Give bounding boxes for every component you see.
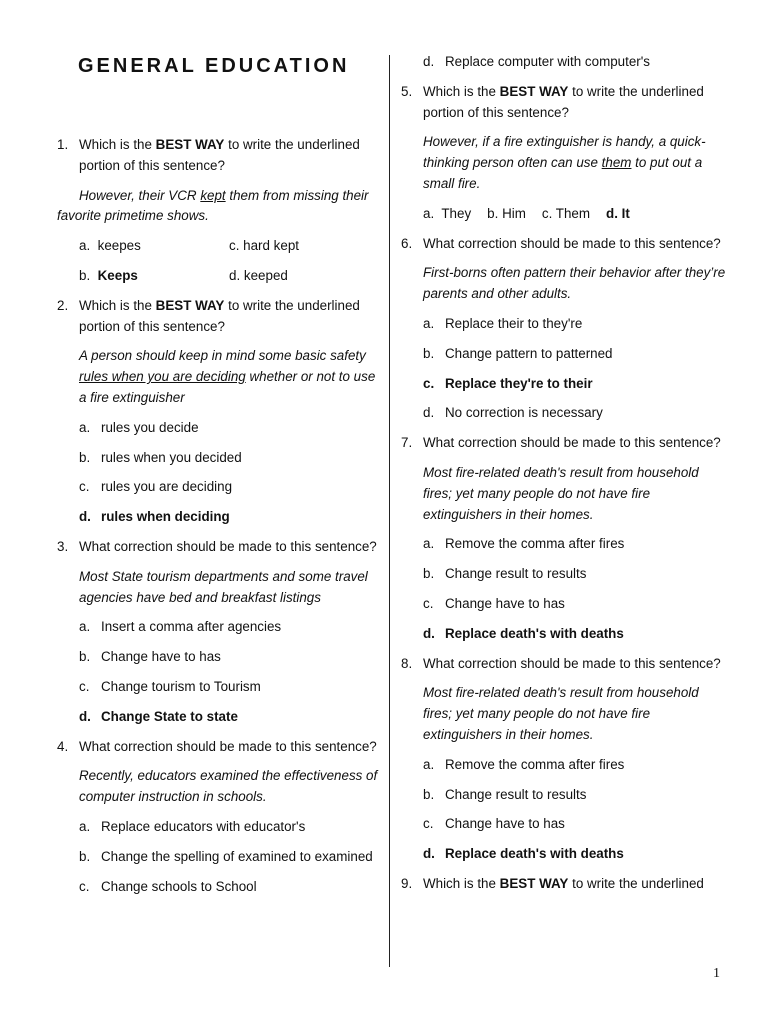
option-a: a. Replace educators with educator's	[79, 818, 306, 834]
option-a: a. Replace their to they're	[423, 315, 583, 331]
question-prompt: Which is the BEST WAY to write the underlined portion of this sentence?	[79, 297, 360, 334]
option-d: d. Change State to state	[79, 708, 238, 724]
option-b: b. Change have to has	[79, 649, 221, 665]
option-d: d. Replace computer with computer's	[423, 54, 650, 69]
question-prompt: What correction should be made to this sentence?	[79, 538, 377, 554]
option-b: b. Change pattern to patterned	[423, 345, 613, 361]
option-a: a. keepes	[79, 238, 141, 254]
option-c: c. rules you are deciding	[79, 479, 233, 495]
question-prompt: What correction should be made to this sentence?	[79, 738, 377, 754]
question-5	[401, 82, 729, 124]
option-a: a. They	[423, 205, 472, 221]
option-row	[401, 204, 729, 225]
option-d: d. keeped	[229, 267, 288, 283]
question-number: 6.	[401, 235, 413, 251]
option-b: b. Change result to results	[423, 786, 587, 802]
page-title: GENERAL EDUCATION	[78, 55, 350, 77]
question-sentence: However, their VCR kept them from missing their favorite primetime shows.	[57, 187, 369, 224]
question-1	[57, 135, 379, 177]
question-sentence: Most fire-related death's result from household fires; yet many people do not have fire extinguishers in their homes.	[423, 464, 699, 522]
option-c: c. Them	[541, 205, 591, 221]
option-c: c. Change tourism to Tourism	[79, 678, 261, 694]
option-c: c. Change have to has	[423, 595, 565, 611]
question-prompt: What correction should be made to this sentence?	[423, 235, 721, 251]
option-b: b. Change result to results	[423, 566, 587, 582]
question-sentence: Recently, educators examined the effectiveness of computer instruction in schools.	[79, 768, 378, 805]
question-prompt: What correction should be made to this sentence?	[423, 435, 721, 451]
option-b: b. Keeps	[79, 267, 138, 283]
option-d: d. rules when deciding	[79, 509, 230, 525]
option-d: d. No correction is necessary	[423, 405, 603, 421]
question-sentence: However, if a fire extinguisher is handy, a quick-thinking person often can use them to put out a small fire.	[423, 134, 706, 191]
option-c: c. Replace they're to their	[423, 375, 593, 391]
option-c: c. hard kept	[229, 238, 299, 254]
question-prompt: Which is the BEST WAY to write the underlined portion of this sentence?	[79, 137, 360, 173]
option-row	[57, 236, 379, 257]
option-d: d. Replace death's with deaths	[423, 846, 624, 862]
option-b: b. Him	[487, 205, 526, 221]
option-a: a. Remove the comma after fires	[423, 756, 625, 772]
column-divider	[389, 55, 390, 967]
question-number: 8.	[401, 655, 413, 671]
question-6	[401, 234, 729, 255]
question-prompt: Which is the BEST WAY to write the underlined	[423, 875, 704, 891]
question-4	[57, 737, 379, 758]
option-a: a. Insert a comma after agencies	[79, 619, 282, 635]
option-row	[57, 266, 379, 287]
option-a: a. Remove the comma after fires	[423, 536, 625, 552]
question-8	[401, 654, 729, 675]
question-number: 2.	[57, 297, 69, 313]
question-number: 5.	[401, 83, 413, 99]
option-a: a. rules you decide	[79, 419, 199, 435]
question-sentence: First-borns often pattern their behavior after they’re parents and other adults.	[423, 265, 726, 302]
page-number: 1	[713, 966, 720, 981]
question-number: 3.	[57, 538, 69, 554]
question-sentence: A person should keep in mind some basic safety rules when you are deciding whether or not to use a fire extinguisher	[79, 348, 376, 405]
question-number: 7.	[401, 435, 413, 451]
question-prompt: Which is the BEST WAY to write the underlined portion of this sentence?	[423, 83, 704, 120]
question-number: 1.	[57, 137, 69, 152]
right-column	[401, 52, 729, 904]
option-d: d. It	[606, 205, 630, 221]
question-7	[401, 433, 729, 454]
question-sentence: Most State tourism departments and some travel agencies have bed and breakfast listings	[79, 568, 368, 605]
option-b: b. Change the spelling of examined to examined	[79, 848, 373, 864]
option-b: b. rules when you decided	[79, 449, 242, 465]
question-9	[401, 874, 729, 895]
question-number: 9.	[401, 875, 413, 891]
left-column	[57, 135, 379, 906]
option-c: c. Change schools to School	[79, 878, 257, 894]
question-prompt: What correction should be made to this sentence?	[423, 655, 721, 671]
option-d: d. Replace death's with deaths	[423, 625, 624, 641]
question-3	[57, 537, 379, 558]
question-number: 4.	[57, 738, 69, 754]
option-c: c. Change have to has	[423, 816, 565, 832]
question-2	[57, 296, 379, 338]
question-sentence: Most fire-related death's result from household fires; yet many people do not have fire extinguishers in their homes.	[423, 685, 699, 742]
